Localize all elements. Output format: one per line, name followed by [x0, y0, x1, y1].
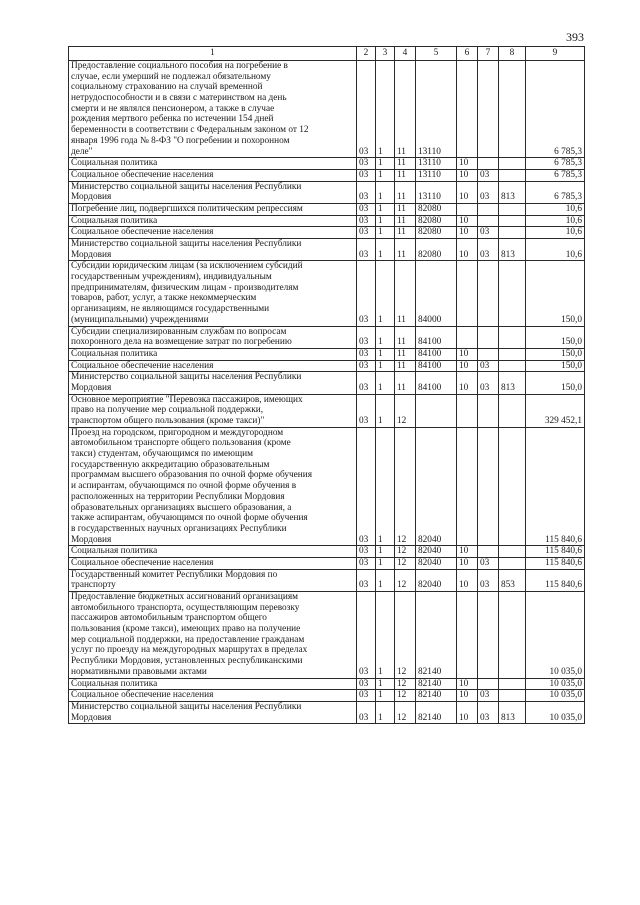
subsection-code-cell: [478, 261, 499, 326]
row-name-cell: Предоставление социального пособия на погребение в случае, если умерший не подлежал обязательному социальному страхованию на случай временной нетрудоспособности и в связи с материнством на день смерти и не являлся пенсионером, а также в случае рождения мертвого ребенка по истечении 154 дней беременности в соответствии с Федеральным законом от 12 января 1996 года № 8-ФЗ "О погребении и похоронном деле": [69, 61, 357, 158]
section-code-cell: 03: [357, 546, 376, 558]
chapter-code-cell: 10: [457, 360, 478, 372]
chapter-code-cell: 10: [457, 158, 478, 170]
row-name-cell: Социальная политика: [69, 348, 357, 360]
header-cell: 1: [69, 47, 357, 61]
section-code-cell: 03: [357, 557, 376, 569]
amount-cell: 10 035,0: [526, 690, 585, 702]
subprogram-code-cell: 11: [395, 326, 416, 348]
direction-code-cell: [416, 394, 457, 427]
program-code-cell: 1: [376, 239, 395, 261]
direction-code-cell: 84100: [416, 372, 457, 394]
table-row: [69, 701, 585, 723]
header-cell: 7: [478, 47, 499, 61]
table-row: [69, 227, 585, 239]
row-name-cell: Министерство социальной защиты населения Республики Мордовия: [69, 701, 357, 723]
amount-cell: 150,0: [526, 261, 585, 326]
row-name-cell: Погребение лиц, подвергшихся политическим репрессиям: [69, 203, 357, 215]
amount-cell: 115 840,6: [526, 557, 585, 569]
program-code-cell: 1: [376, 690, 395, 702]
header-cell: 2: [357, 47, 376, 61]
chapter-code-cell: 10: [457, 372, 478, 394]
subsection-code-cell: [478, 203, 499, 215]
chapter-code-cell: 10: [457, 227, 478, 239]
direction-code-cell: 13110: [416, 169, 457, 181]
amount-cell: 329 452,1: [526, 394, 585, 427]
table-row: [69, 215, 585, 227]
section-code-cell: 03: [357, 701, 376, 723]
section-code-cell: 03: [357, 215, 376, 227]
row-name-cell: Социальная политика: [69, 215, 357, 227]
program-code-cell: 1: [376, 181, 395, 203]
chapter-code-cell: 10: [457, 239, 478, 261]
amount-cell: 10,6: [526, 239, 585, 261]
direction-code-cell: 84100: [416, 348, 457, 360]
subprogram-code-cell: 11: [395, 203, 416, 215]
budget-table: [68, 46, 585, 724]
section-code-cell: 03: [357, 261, 376, 326]
amount-cell: 10 035,0: [526, 592, 585, 679]
subprogram-code-cell: 12: [395, 690, 416, 702]
section-code-cell: 03: [357, 326, 376, 348]
program-code-cell: 1: [376, 169, 395, 181]
amount-cell: 150,0: [526, 326, 585, 348]
section-code-cell: 03: [357, 360, 376, 372]
subprogram-code-cell: 12: [395, 569, 416, 591]
subprogram-code-cell: 11: [395, 372, 416, 394]
ministry-code-cell: [499, 203, 526, 215]
table-row: [69, 678, 585, 690]
chapter-code-cell: 10: [457, 215, 478, 227]
chapter-code-cell: 10: [457, 181, 478, 203]
table-row: [69, 690, 585, 702]
subsection-code-cell: [478, 427, 499, 546]
subsection-code-cell: [478, 326, 499, 348]
ministry-code-cell: [499, 546, 526, 558]
row-name-cell: Социальное обеспечение населения: [69, 690, 357, 702]
section-code-cell: 03: [357, 181, 376, 203]
program-code-cell: 1: [376, 394, 395, 427]
amount-cell: 10 035,0: [526, 701, 585, 723]
ministry-code-cell: [499, 169, 526, 181]
section-code-cell: 03: [357, 569, 376, 591]
header-cell: 8: [499, 47, 526, 61]
subsection-code-cell: 03: [478, 372, 499, 394]
section-code-cell: 03: [357, 61, 376, 158]
row-name-cell: Министерство социальной защиты населения Республики Мордовия: [69, 372, 357, 394]
row-name-cell: Субсидии юридическим лицам (за исключением субсидий государственным учреждениям), индивидуальным предпринимателям, физическим лицам - производителям товаров, работ, услуг, а также некоммерческим организациям, не являющимся государственными (муниципальными) учреждениями: [69, 261, 357, 326]
chapter-code-cell: 10: [457, 678, 478, 690]
table-row: [69, 592, 585, 679]
row-name-cell: Министерство социальной защиты населения Республики Мордовия: [69, 181, 357, 203]
chapter-code-cell: [457, 427, 478, 546]
program-code-cell: 1: [376, 261, 395, 326]
row-name-cell: Министерство социальной защиты населения Республики Мордовия: [69, 239, 357, 261]
direction-code-cell: 82080: [416, 215, 457, 227]
subprogram-code-cell: 11: [395, 215, 416, 227]
chapter-code-cell: 10: [457, 348, 478, 360]
amount-cell: 10 035,0: [526, 678, 585, 690]
table-row: [69, 372, 585, 394]
amount-cell: 6 785,3: [526, 169, 585, 181]
subsection-code-cell: [478, 546, 499, 558]
direction-code-cell: 82140: [416, 592, 457, 679]
program-code-cell: 1: [376, 227, 395, 239]
subprogram-code-cell: 12: [395, 592, 416, 679]
table-row: [69, 546, 585, 558]
table-body: [69, 61, 585, 724]
ministry-code-cell: 813: [499, 701, 526, 723]
subprogram-code-cell: 12: [395, 701, 416, 723]
subsection-code-cell: 03: [478, 169, 499, 181]
direction-code-cell: 84100: [416, 326, 457, 348]
subprogram-code-cell: 11: [395, 227, 416, 239]
ministry-code-cell: 813: [499, 181, 526, 203]
row-name-cell: Субсидии специализированным службам по вопросам похоронного дела на возмещение затрат по погребению: [69, 326, 357, 348]
program-code-cell: 1: [376, 678, 395, 690]
subprogram-code-cell: 11: [395, 169, 416, 181]
direction-code-cell: 82040: [416, 427, 457, 546]
direction-code-cell: 84100: [416, 360, 457, 372]
subsection-code-cell: 03: [478, 239, 499, 261]
direction-code-cell: 13110: [416, 61, 457, 158]
section-code-cell: 03: [357, 158, 376, 170]
ministry-code-cell: 853: [499, 569, 526, 591]
ministry-code-cell: [499, 394, 526, 427]
chapter-code-cell: 10: [457, 169, 478, 181]
table-row: [69, 394, 585, 427]
amount-cell: 150,0: [526, 372, 585, 394]
chapter-code-cell: 10: [457, 690, 478, 702]
table-row: [69, 261, 585, 326]
direction-code-cell: 82040: [416, 557, 457, 569]
subprogram-code-cell: 12: [395, 678, 416, 690]
chapter-code-cell: [457, 326, 478, 348]
subprogram-code-cell: 11: [395, 61, 416, 158]
program-code-cell: 1: [376, 158, 395, 170]
program-code-cell: 1: [376, 215, 395, 227]
amount-cell: 6 785,3: [526, 61, 585, 158]
ministry-code-cell: 813: [499, 239, 526, 261]
subsection-code-cell: [478, 678, 499, 690]
program-code-cell: 1: [376, 701, 395, 723]
section-code-cell: 03: [357, 227, 376, 239]
chapter-code-cell: 10: [457, 701, 478, 723]
chapter-code-cell: [457, 394, 478, 427]
header-cell: 6: [457, 47, 478, 61]
ministry-code-cell: [499, 557, 526, 569]
section-code-cell: 03: [357, 348, 376, 360]
table-row: [69, 427, 585, 546]
chapter-code-cell: [457, 61, 478, 158]
header-cell: 3: [376, 47, 395, 61]
ministry-code-cell: [499, 227, 526, 239]
row-name-cell: Социальное обеспечение населения: [69, 557, 357, 569]
section-code-cell: 03: [357, 169, 376, 181]
program-code-cell: 1: [376, 348, 395, 360]
amount-cell: 115 840,6: [526, 546, 585, 558]
table-row: [69, 557, 585, 569]
section-code-cell: 03: [357, 372, 376, 394]
chapter-code-cell: 10: [457, 557, 478, 569]
subsection-code-cell: 03: [478, 557, 499, 569]
subprogram-code-cell: 12: [395, 546, 416, 558]
direction-code-cell: 82040: [416, 546, 457, 558]
ministry-code-cell: 813: [499, 372, 526, 394]
direction-code-cell: 13110: [416, 158, 457, 170]
row-name-cell: Проезд на городском, пригородном и междугородном автомобильном транспорте общего пользования (кроме такси) студентам, обучающимся по имеющим государственную аккредитацию образовательным программам высшего образования по очной форме обучения и аспирантам, обучающимся по очной форме обучения в расположенных на территории Республики Мордовия образовательных организациях высшего образования, а также аспирантам, обучающимся по очной форме обучения в государственных научных организациях Республики Мордовия: [69, 427, 357, 546]
table-row: [69, 61, 585, 158]
table-row: [69, 203, 585, 215]
amount-cell: 115 840,6: [526, 427, 585, 546]
row-name-cell: Государственный комитет Республики Мордовия по транспорту: [69, 569, 357, 591]
subsection-code-cell: [478, 394, 499, 427]
amount-cell: 150,0: [526, 348, 585, 360]
section-code-cell: 03: [357, 427, 376, 546]
direction-code-cell: 82080: [416, 239, 457, 261]
table-row: [69, 158, 585, 170]
program-code-cell: 1: [376, 372, 395, 394]
program-code-cell: 1: [376, 61, 395, 158]
subprogram-code-cell: 12: [395, 394, 416, 427]
subprogram-code-cell: 11: [395, 360, 416, 372]
direction-code-cell: 82140: [416, 678, 457, 690]
row-name-cell: Социальное обеспечение населения: [69, 360, 357, 372]
direction-code-cell: 82080: [416, 227, 457, 239]
ministry-code-cell: [499, 427, 526, 546]
amount-cell: 115 840,6: [526, 569, 585, 591]
amount-cell: 10,6: [526, 215, 585, 227]
ministry-code-cell: [499, 360, 526, 372]
ministry-code-cell: [499, 690, 526, 702]
table-row: [69, 239, 585, 261]
direction-code-cell: 82140: [416, 690, 457, 702]
program-code-cell: 1: [376, 569, 395, 591]
header-cell: 5: [416, 47, 457, 61]
amount-cell: 150,0: [526, 360, 585, 372]
chapter-code-cell: [457, 261, 478, 326]
row-name-cell: Основное мероприятие "Перевозка пассажиров, имеющих право на получение мер социальной поддержки, транспортом общего пользования (кроме такси)": [69, 394, 357, 427]
subsection-code-cell: [478, 61, 499, 158]
program-code-cell: 1: [376, 592, 395, 679]
header-row: [69, 47, 585, 61]
chapter-code-cell: [457, 203, 478, 215]
chapter-code-cell: 10: [457, 569, 478, 591]
program-code-cell: 1: [376, 546, 395, 558]
subsection-code-cell: 03: [478, 569, 499, 591]
ministry-code-cell: [499, 348, 526, 360]
program-code-cell: 1: [376, 326, 395, 348]
table-row: [69, 169, 585, 181]
program-code-cell: 1: [376, 360, 395, 372]
row-name-cell: Социальная политика: [69, 678, 357, 690]
direction-code-cell: 84000: [416, 261, 457, 326]
subsection-code-cell: 03: [478, 701, 499, 723]
section-code-cell: 03: [357, 203, 376, 215]
row-name-cell: Социальная политика: [69, 546, 357, 558]
amount-cell: 10,6: [526, 203, 585, 215]
direction-code-cell: 13110: [416, 181, 457, 203]
ministry-code-cell: [499, 158, 526, 170]
program-code-cell: 1: [376, 557, 395, 569]
subsection-code-cell: 03: [478, 181, 499, 203]
ministry-code-cell: [499, 215, 526, 227]
table-row: [69, 569, 585, 591]
ministry-code-cell: [499, 261, 526, 326]
direction-code-cell: 82140: [416, 701, 457, 723]
section-code-cell: 03: [357, 678, 376, 690]
row-name-cell: Социальная политика: [69, 158, 357, 170]
row-name-cell: Социальное обеспечение населения: [69, 227, 357, 239]
section-code-cell: 03: [357, 592, 376, 679]
table-row: [69, 181, 585, 203]
page-number: 393: [566, 30, 584, 44]
subprogram-code-cell: 11: [395, 158, 416, 170]
table-row: [69, 326, 585, 348]
chapter-code-cell: 10: [457, 546, 478, 558]
section-code-cell: 03: [357, 239, 376, 261]
row-name-cell: Социальное обеспечение населения: [69, 169, 357, 181]
subsection-code-cell: [478, 158, 499, 170]
subprogram-code-cell: 12: [395, 427, 416, 546]
ministry-code-cell: [499, 61, 526, 158]
subprogram-code-cell: 11: [395, 239, 416, 261]
subsection-code-cell: [478, 348, 499, 360]
amount-cell: 10,6: [526, 227, 585, 239]
subprogram-code-cell: 12: [395, 557, 416, 569]
direction-code-cell: 82040: [416, 569, 457, 591]
table-row: [69, 360, 585, 372]
section-code-cell: 03: [357, 690, 376, 702]
ministry-code-cell: [499, 326, 526, 348]
amount-cell: 6 785,3: [526, 158, 585, 170]
subsection-code-cell: [478, 215, 499, 227]
ministry-code-cell: [499, 678, 526, 690]
subsection-code-cell: 03: [478, 690, 499, 702]
subsection-code-cell: [478, 592, 499, 679]
header-cell: 4: [395, 47, 416, 61]
direction-code-cell: 82080: [416, 203, 457, 215]
subprogram-code-cell: 11: [395, 348, 416, 360]
amount-cell: 6 785,3: [526, 181, 585, 203]
program-code-cell: 1: [376, 427, 395, 546]
subprogram-code-cell: 11: [395, 261, 416, 326]
program-code-cell: 1: [376, 203, 395, 215]
section-code-cell: 03: [357, 394, 376, 427]
subprogram-code-cell: 11: [395, 181, 416, 203]
subsection-code-cell: 03: [478, 360, 499, 372]
subsection-code-cell: 03: [478, 227, 499, 239]
header-cell: 9: [526, 47, 585, 61]
chapter-code-cell: [457, 592, 478, 679]
ministry-code-cell: [499, 592, 526, 679]
row-name-cell: Предоставление бюджетных ассигнований организациям автомобильного транспорта, осуществляющим перевозку пассажиров автомобильным транспортом общего пользования (кроме такси), имеющих право на получение мер социальной поддержки, на предоставление гражданам услуг по проезду на междугородных маршрутах в пределах Республики Мордовия, установленных республиканскими нормативными правовыми актами: [69, 592, 357, 679]
table-row: [69, 348, 585, 360]
